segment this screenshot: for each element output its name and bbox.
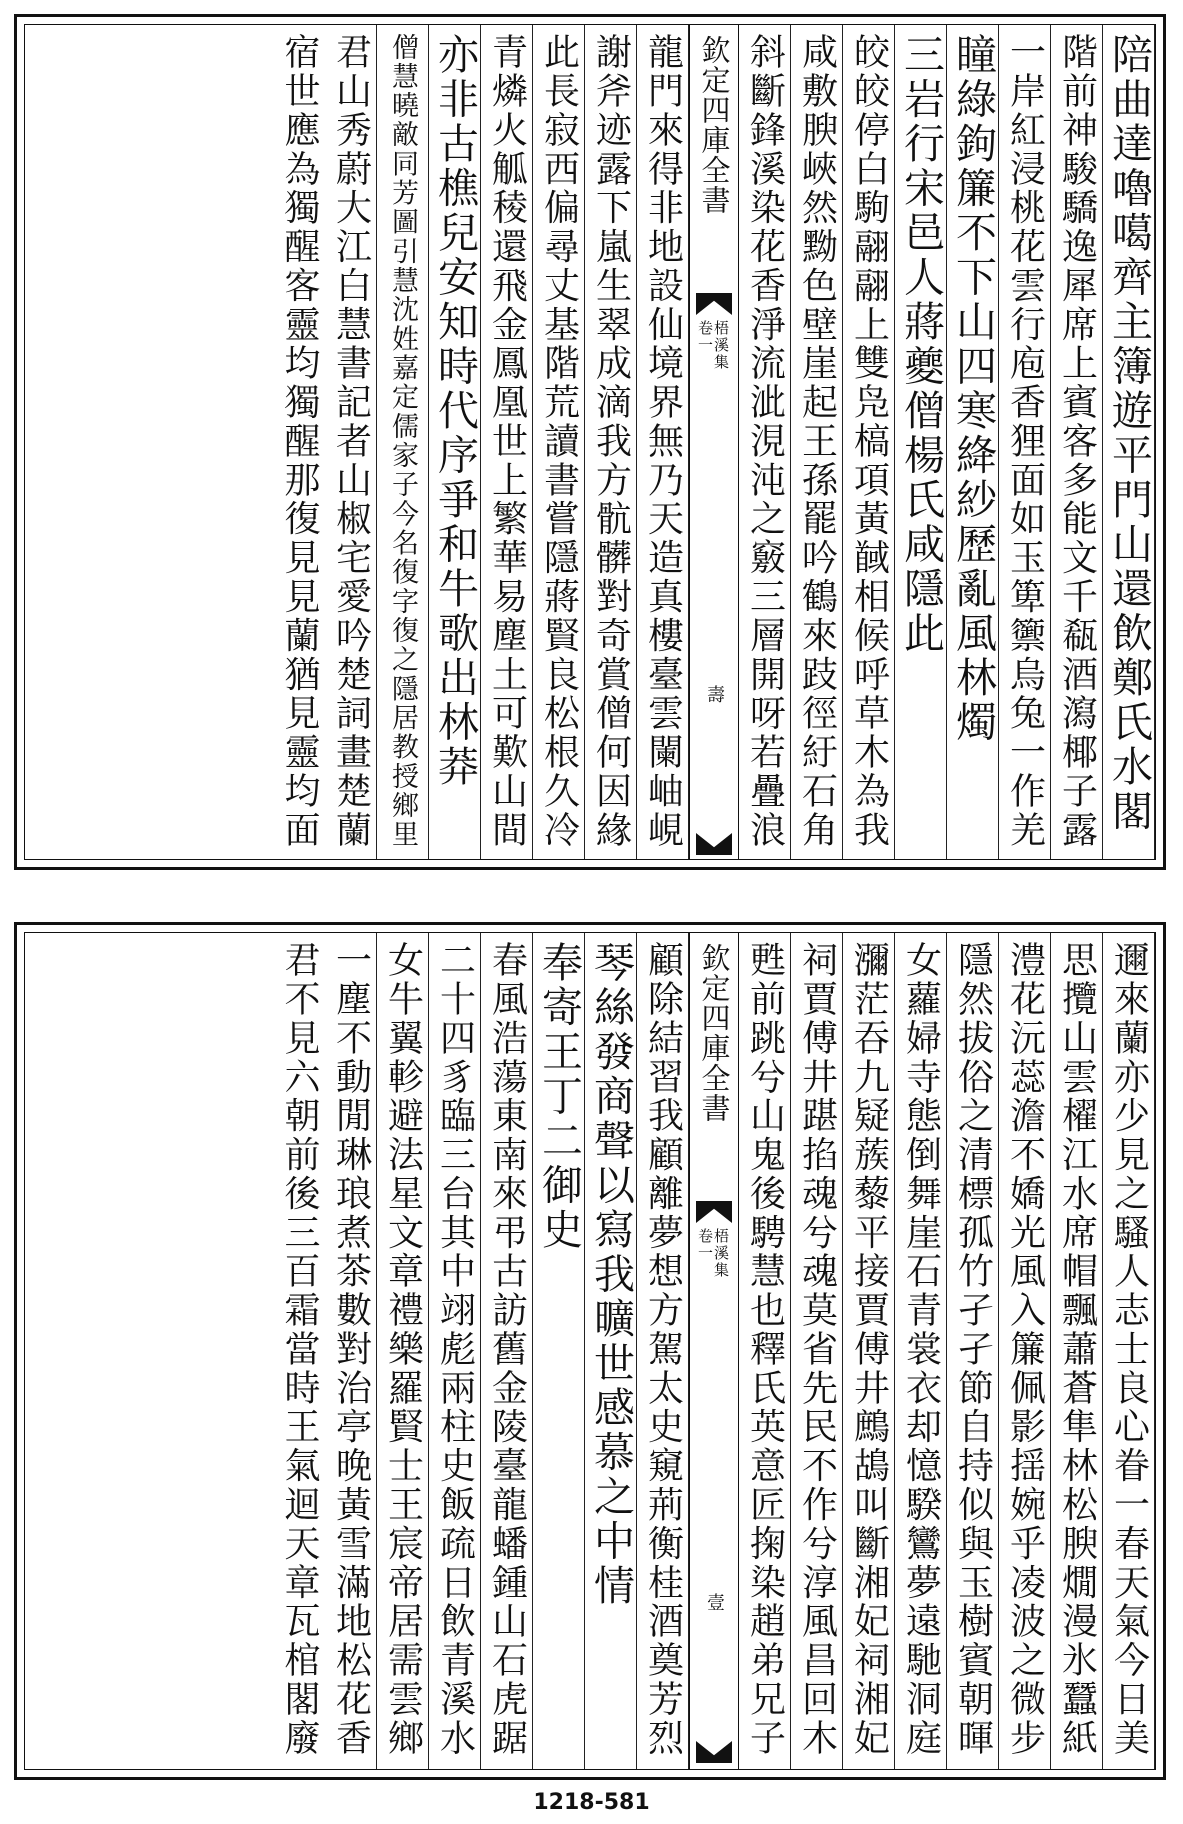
column-text: 女蘿婦寺態倒舞崖石青裳衣却憶騤鸞夢遠馳洞庭	[900, 941, 942, 1758]
text-column	[1051, 25, 1103, 859]
column-text: 祠賈傅井踸掐魂兮魂莫省先民不作兮淳風昌回木	[796, 941, 838, 1758]
center-fold-column	[689, 933, 739, 1769]
column-text: 陪曲達嚕噶齊主簿遊平門山還飲鄭氏水閣	[1105, 33, 1153, 834]
column-text: 瞳綠鉤簾不下山四寒絳紗歷亂風林燭	[949, 33, 997, 745]
column-text: 女牛翼軫避法星文章禮樂羅賢士王宸帝居需雲鄉	[382, 941, 424, 1758]
text-column	[791, 933, 843, 1769]
column-text: 此長寂西偏尋丈基階荒讀書嘗隱蔣賢良松根久冷	[538, 33, 580, 850]
center-fold-column	[689, 25, 739, 859]
text-column	[273, 25, 325, 859]
text-column	[325, 933, 377, 1769]
volume-label: 卷一	[696, 320, 714, 354]
column-text: 階前神駿驕逸犀席上賓客多能文千瓻酒瀉椰子露	[1056, 33, 1098, 850]
text-column	[273, 933, 325, 1769]
column-text: 春風浩蕩東南來弔古訪舊金陵臺龍蟠鍾山石虎踞	[486, 941, 528, 1758]
column-text: 邇來蘭亦少見之騷人志士良心眷一春天氣今日美	[1108, 941, 1150, 1758]
fishtail-mark-icon	[696, 1201, 732, 1223]
text-column	[895, 933, 947, 1769]
text-column	[1103, 933, 1155, 1769]
text-column	[377, 933, 429, 1769]
text-column	[947, 933, 999, 1769]
column-text: 甦前跳兮山鬼後騁慧也釋氏英意匠掬染趙弟兄子	[744, 941, 786, 1758]
folio-number: 壹	[704, 1593, 725, 1611]
text-column	[947, 25, 999, 859]
text-column	[739, 933, 791, 1769]
column-text: 青燐火觚稜還飛金鳳凰世上繁華易塵土可歎山間	[486, 33, 528, 850]
text-column	[377, 25, 429, 859]
column-text: 謝斧迹露下嵐生翠成滴我方骯髒對奇賞僧何因緣	[590, 33, 632, 850]
text-column	[429, 933, 481, 1769]
column-text: 斜斷鋒溪染花香淨流泚涀沌之竅三層開呀若疊浪	[744, 33, 786, 850]
column-text: 奉寄王丁二御史	[535, 941, 583, 1253]
column-text: 二十四豸臨三台其中翊彪兩柱史飯疏日飲青溪水	[434, 941, 476, 1758]
column-text: 宿世應為獨醒客靈均獨醒那復見見蘭猶見靈均面	[279, 33, 320, 850]
text-column	[585, 933, 637, 1769]
text-column	[585, 25, 637, 859]
folio-number: 壽	[704, 685, 725, 703]
column-text: 僧慧曉敵同芳圖引慧沈姓嘉定儒家子今名復字復之隱居教授鄉里	[387, 33, 418, 850]
fishtail-mark-bottom-icon	[696, 833, 732, 855]
text-column	[999, 25, 1051, 859]
collection-title: 欽定四庫全書	[697, 35, 732, 215]
text-column	[843, 933, 895, 1769]
text-column	[429, 25, 481, 859]
column-text: 瀰茫吞九疑蔟藜平接賈傅井鷓鴣叫斷湘妃祠湘妃	[848, 941, 890, 1758]
text-column	[533, 933, 585, 1769]
book-title: 梧溪集	[712, 320, 730, 371]
column-text: 君不見六朝前後三百霜當時王氣迴天章瓦棺閣廢	[279, 941, 320, 1758]
book-title: 梧溪集	[712, 1228, 730, 1279]
text-column	[637, 25, 689, 859]
column-text: 三岩行宋邑人蔣夔僧楊氏咸隱此	[897, 33, 945, 656]
column-text: 思攬山雲櫂江水席帽飄蕭蒼隼林松腴燗漫氷蠶紙	[1056, 941, 1098, 1758]
fishtail-mark-bottom-icon	[696, 1741, 732, 1763]
text-column	[481, 25, 533, 859]
page-number-footer: 1218-581	[533, 1790, 650, 1815]
column-text: 顧除結習我顧離夢想方駕太史窺荊衡桂酒奠芳烈	[642, 941, 684, 1758]
text-column	[895, 25, 947, 859]
volume-label: 卷一	[696, 1228, 714, 1262]
top-page	[14, 14, 1166, 870]
collection-title: 欽定四庫全書	[697, 943, 732, 1123]
text-column	[533, 25, 585, 859]
column-text: 琴絲發商聲以寫我曠世感慕之中情	[587, 941, 635, 1609]
bottom-page	[14, 922, 1166, 1780]
column-text: 一岸紅浸桃花雲行庖香狸面如玉箄籞烏兔一作羌	[1004, 33, 1046, 850]
text-column	[791, 25, 843, 859]
column-text: 皎皎停白駒翮翮上雙凫槁項黃馘相候呼草木為我	[848, 33, 890, 850]
column-text: 亦非古樵兒安知時代序爭和牛歌出林莽	[431, 33, 479, 790]
text-column	[999, 933, 1051, 1769]
column-text: 君山秀蔚大江白慧書記者山椒宅愛吟楚詞畫楚蘭	[330, 33, 372, 850]
bottom-page-frame	[24, 932, 1156, 1770]
text-column	[1051, 933, 1103, 1769]
top-page-frame	[24, 24, 1156, 860]
column-text: 澧花沅蕊澹不嬌光風入簾佩影揺婉乎凌波之微步	[1004, 941, 1046, 1758]
text-column	[481, 933, 533, 1769]
column-text: 隱然拔俗之清標孤竹孑孑節自持似與玉樹賓朝暉	[952, 941, 994, 1758]
column-text: 一塵不動閒琳琅煮茶數對治亭晚黃雪滿地松花香	[330, 941, 372, 1758]
text-column	[637, 933, 689, 1769]
text-column	[1103, 25, 1155, 859]
column-text: 龍門來得非地設仙境界無乃天造真樓臺雲闌岫峴	[642, 33, 684, 850]
text-column	[325, 25, 377, 859]
text-column	[843, 25, 895, 859]
fishtail-mark-icon	[696, 293, 732, 315]
column-text: 咸敷腴峽然黝色壁崖起王孫罷吟鶴來跂徑紆石角	[796, 33, 838, 850]
text-column	[739, 25, 791, 859]
